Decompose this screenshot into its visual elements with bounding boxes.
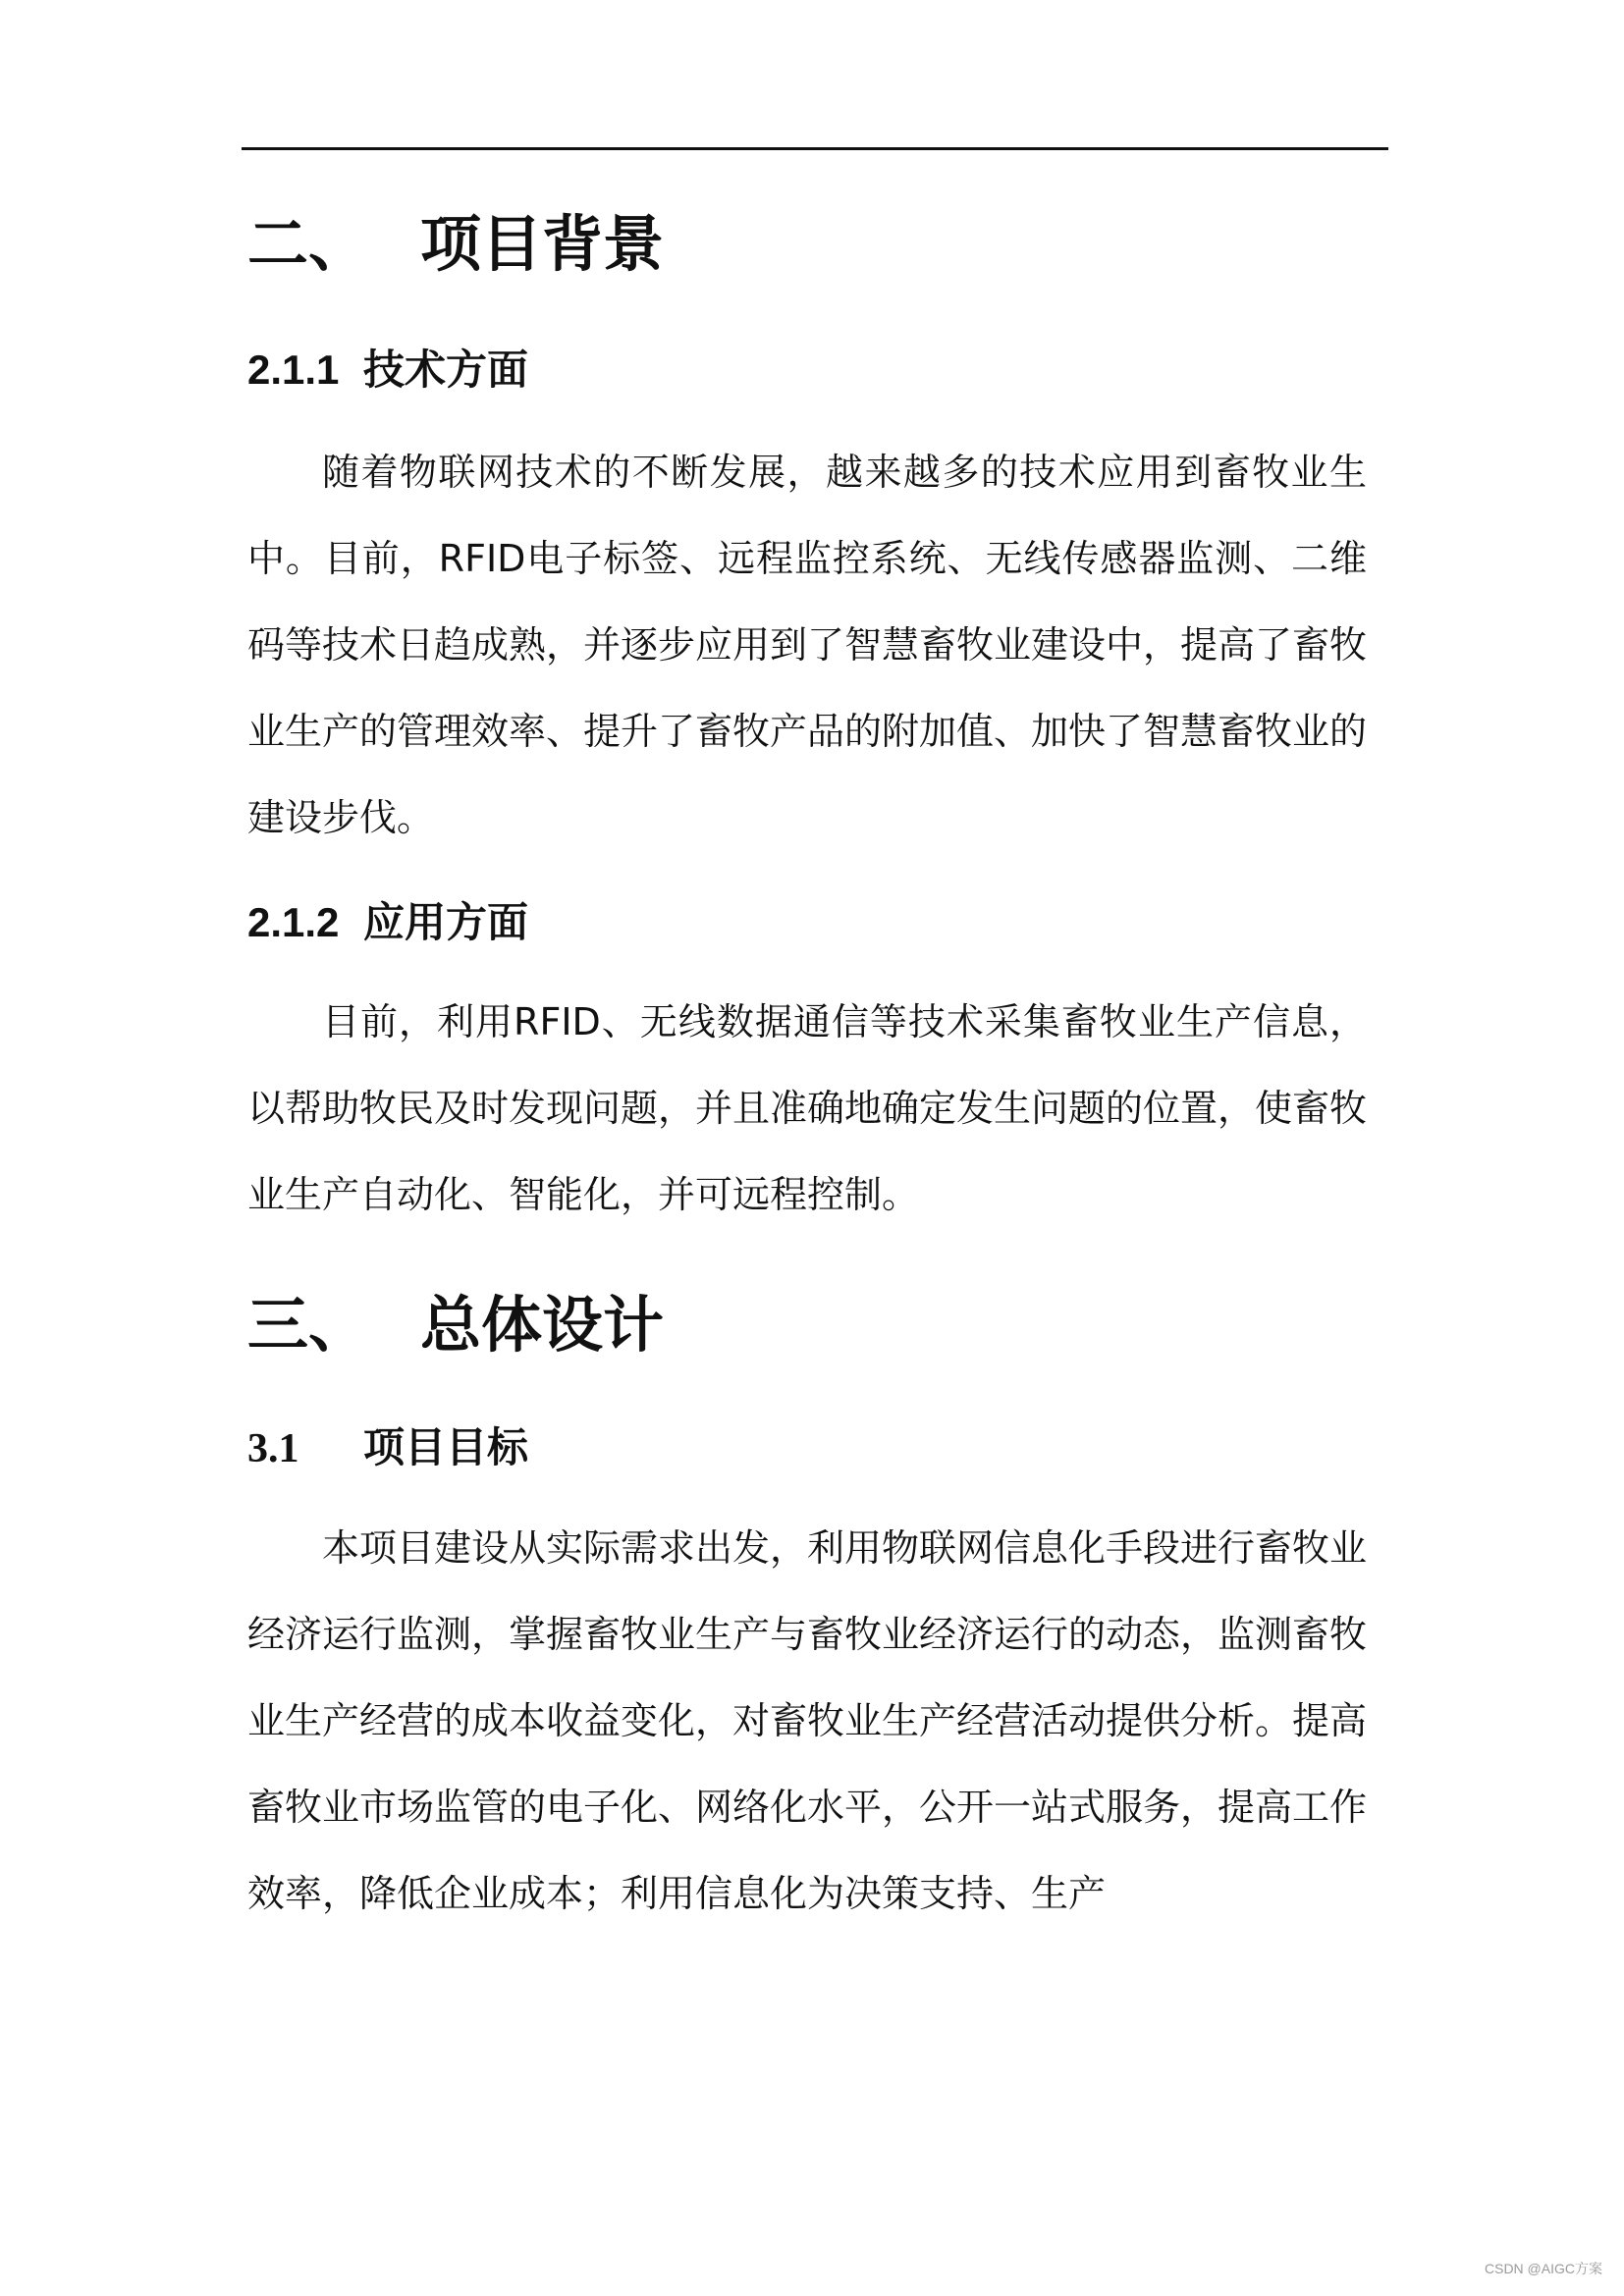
paragraph-application: 目前，利用RFID、无线数据通信等技术采集畜牧业生产信息，以帮助牧民及时发现问题，并且准确地确定发生问题的位置，使畜牧业生产自动化、智能化，并可远程控制。 bbox=[247, 1000, 1368, 1217]
section-number: 二、 bbox=[247, 208, 370, 280]
section-title: 总体设计 bbox=[420, 1289, 665, 1362]
paragraph-technology: 随着物联网技术的不断发展，越来越多的技术应用到畜牧业生中。目前，RFID电子标签、远程监控系统、无线传感器监测、二维码等技术日趋成熟，并逐步应用到了智慧畜牧业建设中，提高了畜牧业生产的管理效率、提升了畜牧产品的附加值、加快了智慧畜牧业的建设步伐。 bbox=[247, 450, 1368, 839]
section-heading-background bbox=[247, 208, 1367, 281]
header-rule bbox=[242, 147, 1388, 150]
document-body bbox=[247, 196, 1367, 1937]
paragraph-project-goal: 本项目建设从实际需求出发，利用物联网信息化手段进行畜牧业经济运行监测，掌握畜牧业生产与畜牧业经济运行的动态，监测畜牧业生产经营的成本收益变化，对畜牧业生产经营活动提供分析。提高畜牧业市场监管的电子化、网络化水平，公开一站式服务，提高工作效率，降低企业成本；利用信息化为决策支持、生产 bbox=[247, 1525, 1368, 1915]
subsection-heading-project-goal bbox=[247, 1423, 1367, 1473]
section-number: 三、 bbox=[247, 1289, 370, 1362]
subsection-number: 3.1 bbox=[247, 1425, 299, 1471]
section-title: 项目背景 bbox=[420, 208, 665, 280]
subsection-heading-technology bbox=[247, 346, 1367, 395]
subsection-title: 应用方面 bbox=[363, 897, 529, 946]
subsection-heading-application bbox=[247, 898, 1367, 947]
subsection-number: 2.1.1 bbox=[247, 347, 340, 394]
subsection-number: 2.1.2 bbox=[247, 898, 340, 945]
watermark: CSDN @AIGC方案 bbox=[1485, 2261, 1602, 2276]
subsection-title: 技术方面 bbox=[363, 346, 529, 395]
section-heading-overall-design bbox=[247, 1289, 1367, 1362]
subsection-title: 项目目标 bbox=[363, 1422, 529, 1471]
